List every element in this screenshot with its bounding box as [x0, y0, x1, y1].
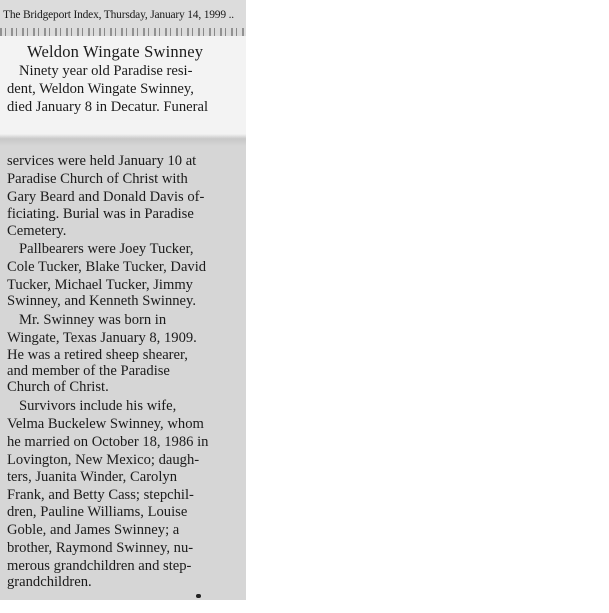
obituary-line: Church of Christ. — [7, 379, 109, 395]
obituary-line: and member of the Paradise — [7, 363, 170, 379]
obituary-line: Swinney, and Kenneth Swinney. — [7, 293, 197, 309]
obituary-line: died January 8 in Decatur. Funeral — [7, 99, 209, 115]
obituary-line: Tucker, Michael Tucker, Jimmy — [7, 277, 193, 293]
obituary-line: grandchildren. — [7, 574, 92, 590]
obituary-line: Paradise Church of Christ with — [7, 171, 188, 187]
newspaper-clipping — [0, 0, 246, 600]
obituary-line: He was a retired sheep shearer, — [7, 347, 188, 363]
obituary-line: Velma Buckelew Swinney, whom — [7, 416, 204, 432]
obituary-line: Cemetery. — [7, 223, 67, 239]
obituary-line: Wingate, Texas January 8, 1909. — [7, 330, 197, 346]
obituary-line: brother, Raymond Swinney, nu- — [7, 540, 194, 556]
obituary-line: services were held January 10 at — [7, 153, 197, 169]
obituary-line: dren, Pauline Williams, Louise — [7, 504, 188, 520]
masthead-text: The Bridgeport Index, Thursday, January 14, 1999 .. — [3, 9, 234, 21]
obituary-line: Ninety year old Paradise resi- — [19, 63, 193, 79]
obituary-line: Gary Beard and Donald Davis of- — [7, 189, 205, 205]
obituary-line: Lovington, New Mexico; daugh- — [7, 452, 200, 468]
print-speck — [196, 594, 201, 598]
obituary-line: Survivors include his wife, — [19, 398, 177, 414]
obituary-line: Frank, and Betty Cass; stepchil- — [7, 487, 194, 503]
obituary-line: ficiating. Burial was in Paradise — [7, 206, 194, 222]
obituary-line: he married on October 18, 1986 in — [7, 434, 209, 450]
obituary-line: Pallbearers were Joey Tucker, — [19, 241, 194, 257]
obituary-line: Cole Tucker, Blake Tucker, David — [7, 259, 207, 275]
obituary-line: merous grandchildren and step- — [7, 558, 192, 574]
obituary-line: Goble, and James Swinney; a — [7, 522, 180, 538]
obituary-line: Mr. Swinney was born in — [19, 312, 167, 328]
obituary-line: ters, Juanita Winder, Carolyn — [7, 469, 177, 485]
bleed-through-text — [0, 28, 246, 36]
column-fold-divider — [0, 134, 246, 146]
obituary-line: dent, Weldon Wingate Swinney, — [7, 81, 194, 97]
obituary-title: Weldon Wingate Swinney — [27, 42, 204, 61]
